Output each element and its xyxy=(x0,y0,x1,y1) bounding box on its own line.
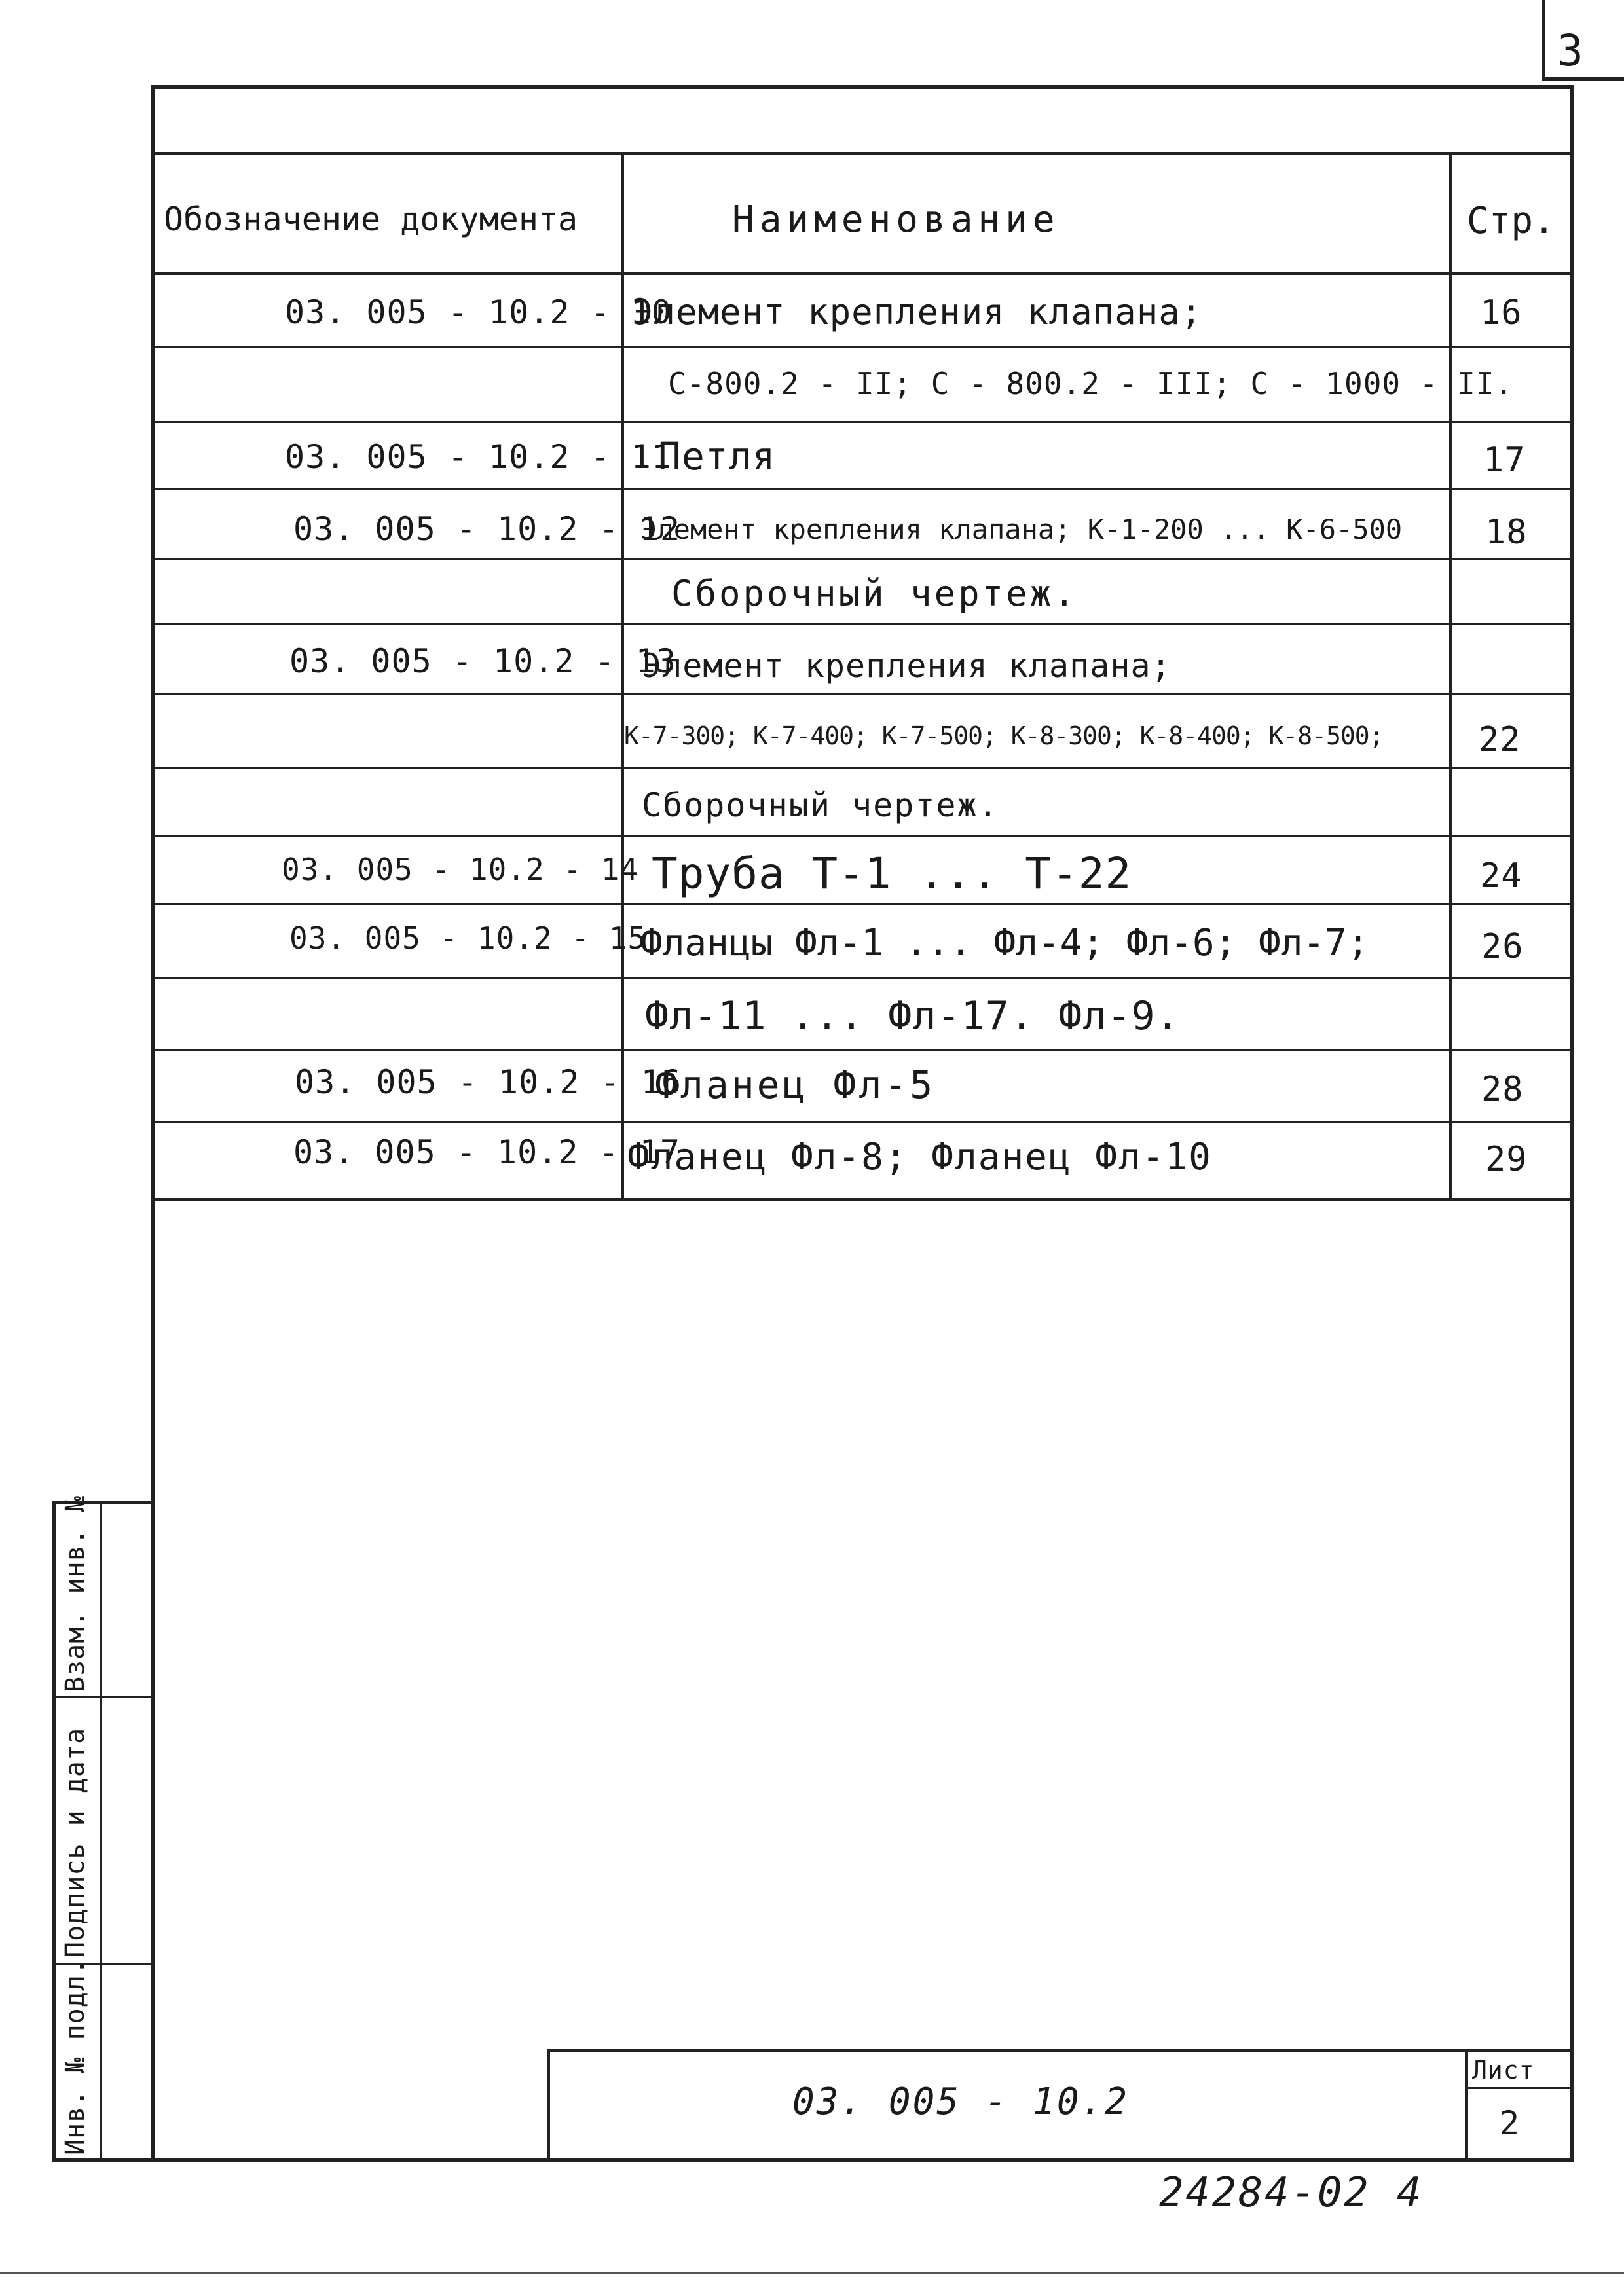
row-sep xyxy=(153,693,1572,695)
row-name: Фланец Фл-5 xyxy=(655,1063,936,1107)
row-code: 03. 005 - 10.2 - 15 xyxy=(289,920,647,956)
side-strip-outer xyxy=(52,1501,56,2162)
row-name: К-7-300; К-7-400; К-7-500; К-8-300; К-8-400; К-8-500; xyxy=(624,721,1384,750)
row-sep xyxy=(153,623,1572,625)
frame-left xyxy=(151,85,155,2162)
row-code: 03. 005 - 10.2 - 17 xyxy=(293,1133,680,1171)
row-name: С-800.2 - II; С - 800.2 - III; С - 1000 - II. xyxy=(668,366,1514,401)
row-sep xyxy=(153,977,1572,979)
row-name: Элемент крепления клапана; xyxy=(642,647,1172,685)
row-name: Фланцы Фл-1 ... Фл-4; Фл-6; Фл-7; xyxy=(640,922,1369,964)
row-page: 24 xyxy=(1480,856,1522,896)
row-page: 26 xyxy=(1481,927,1524,966)
table-bottom xyxy=(153,1198,1572,1201)
row-sep xyxy=(153,488,1572,490)
row-page: 16 xyxy=(1480,293,1522,333)
side-strip-sep xyxy=(52,1696,153,1698)
title-block-doc-code: 03. 005 - 10.2 xyxy=(792,2081,1130,2123)
row-code: 03. 005 - 10.2 - 14 xyxy=(282,852,639,887)
side-label-signature-date: Подпись и дата xyxy=(60,1727,90,1958)
table-header-top xyxy=(153,152,1572,155)
frame-bottom xyxy=(52,2158,1574,2162)
corner-page-number: 3 xyxy=(1557,26,1584,76)
frame-right xyxy=(1570,85,1574,2162)
frame-top xyxy=(153,85,1574,89)
row-page: 29 xyxy=(1485,1140,1528,1179)
row-page: 17 xyxy=(1483,441,1526,480)
corner-box-bottom xyxy=(1542,77,1624,81)
title-block-sheet-sep xyxy=(1465,2087,1572,2089)
side-label-inv-no: Инв. № подл. xyxy=(60,1958,90,2155)
row-page: 28 xyxy=(1481,1070,1524,1109)
side-strip-inner xyxy=(100,1501,102,2162)
row-sep xyxy=(153,1049,1572,1051)
row-code: 03. 005 - 10.2 - 12 xyxy=(293,510,680,548)
row-name: Труба Т-1 ... Т-22 xyxy=(652,848,1132,899)
row-code: 03. 005 - 10.2 - 13 xyxy=(289,642,676,680)
row-name: Петля xyxy=(658,434,776,479)
row-name: Элемент крепления клапана; К-1-200 ... К-6-500 xyxy=(640,513,1403,545)
footer-number: 24284-02 4 xyxy=(1159,2168,1424,2216)
header-doc-code: Обозначение документа xyxy=(164,200,578,238)
row-sep xyxy=(153,835,1572,837)
row-sep xyxy=(153,346,1572,348)
table-col-divider-2 xyxy=(1449,152,1452,1201)
header-page: Стр. xyxy=(1467,200,1555,242)
row-name: Фл-11 ... Фл-17. Фл-9. xyxy=(645,993,1180,1039)
title-block-sheet-divider xyxy=(1465,2049,1468,2160)
title-block-left xyxy=(547,2049,550,2160)
table-header-bottom xyxy=(153,272,1572,275)
row-sep xyxy=(153,903,1572,905)
row-code: 03. 005 - 10.2 - 16 xyxy=(295,1063,682,1101)
row-sep xyxy=(153,767,1572,769)
row-page: 18 xyxy=(1485,513,1528,552)
header-name: Наименование xyxy=(732,198,1060,241)
title-block-sheet-label: Лист xyxy=(1472,2056,1535,2085)
row-name: Элемент крепления клапана; xyxy=(632,291,1203,333)
title-block-sheet-number: 2 xyxy=(1500,2104,1521,2142)
row-code: 03. 005 - 10.2 - 11 xyxy=(285,438,672,476)
row-name: Сборочный чертеж. xyxy=(642,786,999,824)
row-sep xyxy=(153,1121,1572,1123)
side-label-replace-inv: Взам. инв. № xyxy=(60,1495,90,1692)
row-code: 03. 005 - 10.2 - 10 xyxy=(285,293,672,331)
row-name: Сборочный чертеж. xyxy=(671,573,1078,614)
row-sep xyxy=(153,558,1572,560)
row-page: 22 xyxy=(1479,720,1521,759)
row-name: Фланец Фл-8; Фланец Фл-10 xyxy=(627,1136,1212,1178)
page-bottom-line xyxy=(0,2272,1624,2274)
title-block-top xyxy=(547,2049,1572,2052)
corner-box-left xyxy=(1542,0,1545,81)
row-sep xyxy=(153,421,1572,423)
